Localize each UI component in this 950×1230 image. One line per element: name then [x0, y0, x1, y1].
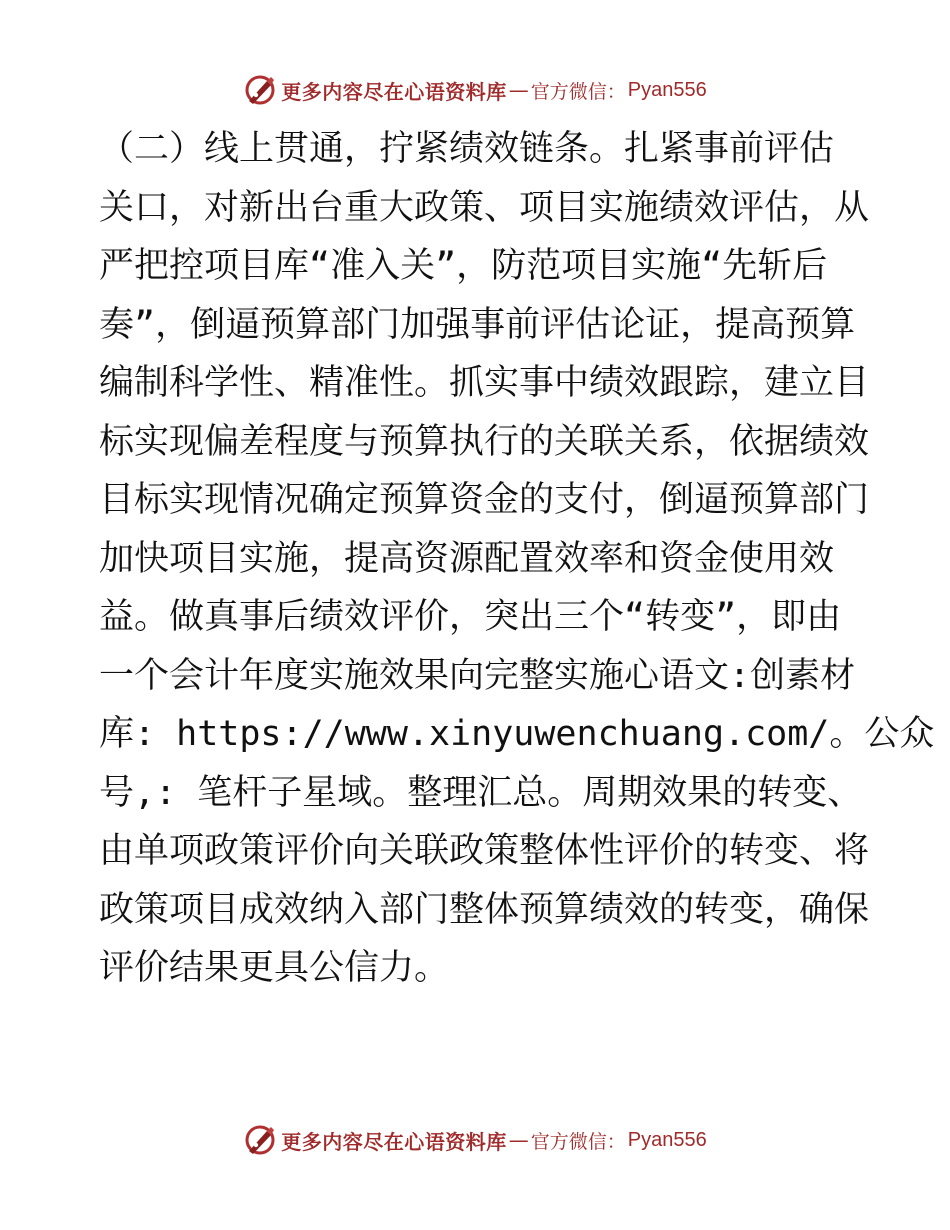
official-wechat-label: 官方微信：: [530, 1130, 626, 1153]
paragraph-line: 严把控项目库“准入关”，防范项目实施“先斩后: [99, 246, 828, 286]
paragraph-line: 政策项目成效纳入部门整体预算绩效的转变，确保: [99, 889, 870, 930]
wechat-id: Pyan556: [627, 78, 707, 101]
pen-circle-icon: [243, 73, 277, 107]
paragraph-line: 库: https://www.xinyuwenchuang.com/。公众: [99, 714, 935, 754]
promo-text: 更多内容尽在心语资料库: [281, 79, 507, 104]
pen-circle-icon: [243, 1123, 277, 1157]
paragraph-line: 编制科学性、精准性。抓实事中绩效跟踪，建立目: [99, 363, 870, 403]
paragraph-line: 一个会计年度实施效果向完整实施心语文:创素材: [99, 655, 856, 696]
paragraph-line: 由单项政策评价向关联政策整体性评价的转变、将: [99, 831, 870, 871]
paragraph-line: 目标实现情况确定预算资金的支付，倒逼预算部门: [99, 480, 870, 520]
promo-text: 更多内容尽在心语资料库: [281, 1129, 507, 1154]
footer-banner: [0, 1120, 950, 1160]
official-wechat-label: 官方微信：: [530, 80, 626, 103]
paragraph-line: 标实现偏差程度与预算执行的关联关系，依据绩效: [99, 421, 870, 462]
wechat-id: Pyan556: [627, 1128, 707, 1151]
separator-dash: —: [508, 78, 529, 102]
paragraph-line: 益。做真事后绩效评价，突出三个“转变”，即由: [99, 597, 842, 637]
paragraph-line: 评价结果更具公信力。: [99, 948, 450, 988]
paragraph-line: 号,: 笔杆子星域。整理汇总。周期效果的转变、: [99, 772, 863, 813]
separator-dash: —: [508, 1128, 529, 1152]
paragraph-line: 关口，对新出台重大政策、项目实施绩效评估，从: [99, 187, 870, 228]
paragraph-line: 奏”，倒逼预算部门加强事前评估论证，提高预算: [99, 304, 856, 345]
paragraph-line: 加快项目实施，提高资源配置效率和资金使用效: [99, 538, 835, 579]
header-banner: [0, 70, 950, 110]
paragraph-line: （二）线上贯通，拧紧绩效链条。扎紧事前评估: [99, 129, 835, 169]
document-paragraph: [99, 120, 935, 998]
